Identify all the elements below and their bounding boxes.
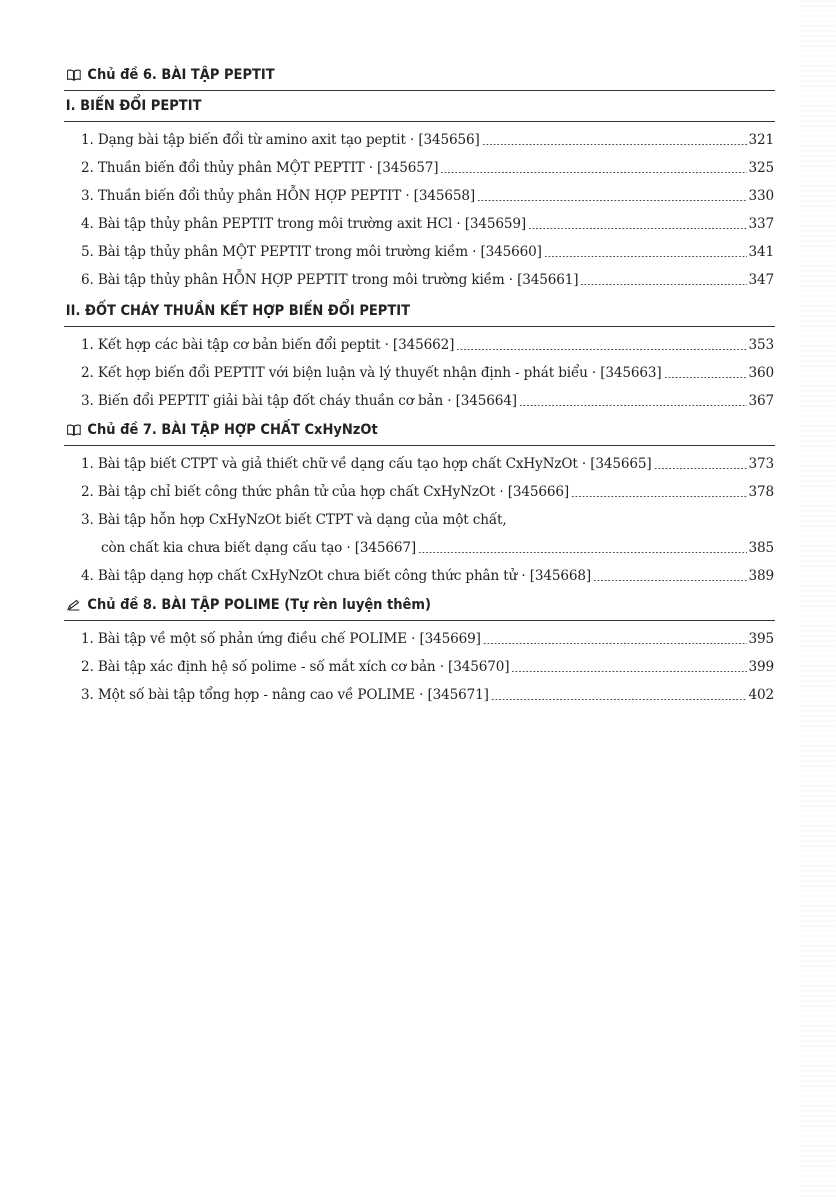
dot-leader — [654, 468, 747, 469]
topic-8-entries — [64, 621, 774, 711]
entry-page: 385 — [748, 540, 774, 556]
entry-label: 3. Biến đổi PEPTIT giải bài tập đốt cháy thuần cơ bản · [345664] — [81, 393, 517, 409]
topic-8-heading — [64, 594, 775, 621]
entry-page: 347 — [748, 272, 774, 288]
entry-label: 3. Một số bài tập tổng hợp - nâng cao về POLIME · [345671] — [81, 687, 489, 703]
dot-leader — [519, 405, 747, 406]
toc-entry[interactable] — [64, 359, 774, 387]
entry-label: 1. Dạng bài tập biến đổi từ amino axit tạo peptit · [345656] — [81, 132, 480, 148]
toc-entry[interactable] — [64, 653, 774, 681]
dot-leader — [593, 580, 746, 581]
book-icon — [66, 68, 82, 82]
page-edge-texture — [800, 0, 836, 1200]
toc-entry[interactable] — [64, 478, 774, 506]
entry-page: 353 — [748, 337, 774, 353]
entry-label: 1. Kết hợp các bài tập cơ bản biến đổi peptit · [345662] — [81, 337, 455, 353]
dot-leader — [483, 643, 747, 644]
entry-page: 378 — [748, 484, 774, 500]
entry-label: 2. Bài tập xác định hệ số polime - số mắt xích cơ bản · [345670] — [81, 659, 510, 675]
entry-page: 402 — [748, 687, 774, 703]
dot-leader — [511, 671, 746, 672]
entry-label: 3. Thuần biến đổi thủy phân HỖN HỢP PEPTIT · [345658] — [81, 188, 475, 204]
toc-entry[interactable] — [64, 154, 774, 182]
toc-entry[interactable] — [64, 331, 774, 359]
toc-entry[interactable] — [64, 238, 774, 266]
section-1-heading — [64, 95, 775, 122]
toc-entry-first-line[interactable] — [64, 506, 774, 534]
entry-label: 2. Thuần biến đổi thủy phân MỘT PEPTIT · [345657] — [81, 160, 439, 176]
dot-leader — [440, 172, 746, 173]
dot-leader — [528, 228, 746, 229]
entry-page: 389 — [748, 568, 774, 584]
topic-title: Chủ đề 7. BÀI TẬP HỢP CHẤT CxHyNzOt — [87, 422, 378, 438]
dot-leader — [544, 256, 747, 257]
entry-label: 1. Bài tập về một số phản ứng điều chế POLIME · [345669] — [81, 631, 481, 647]
section-title: I. BIẾN ĐỔI PEPTIT — [65, 98, 202, 114]
toc-entry[interactable] — [64, 182, 774, 210]
table-of-contents — [64, 62, 774, 711]
entry-label: 4. Bài tập dạng hợp chất CxHyNzOt chưa biết công thức phân tử · [345668] — [81, 568, 592, 584]
topic-6-heading — [64, 64, 775, 91]
entry-page: 330 — [748, 188, 774, 204]
topic-title: Chủ đề 8. BÀI TẬP POLIME (Tự rèn luyện thêm) — [87, 597, 431, 613]
entry-page: 321 — [748, 132, 774, 148]
pen-icon — [66, 598, 82, 612]
entry-page: 360 — [748, 365, 774, 381]
toc-entry[interactable] — [64, 450, 774, 478]
entry-label: 5. Bài tập thủy phân MỘT PEPTIT trong môi trường kiềm · [345660] — [81, 244, 542, 260]
entry-label: 2. Bài tập chỉ biết công thức phân tử của hợp chất CxHyNzOt · [345666] — [81, 484, 570, 500]
toc-entry[interactable] — [64, 210, 774, 238]
entry-page: 399 — [748, 659, 774, 675]
topic-7-entries — [64, 446, 774, 592]
dot-leader — [418, 552, 746, 553]
toc-entry[interactable] — [64, 562, 774, 590]
toc-entry-continuation[interactable] — [64, 534, 774, 562]
toc-entry[interactable] — [64, 625, 774, 653]
section-title: II. ĐỐT CHÁY THUẦN KẾT HỢP BIẾN ĐỔI PEPTIT — [65, 303, 411, 319]
entry-page: 337 — [748, 216, 774, 232]
dot-leader — [664, 377, 747, 378]
book-icon — [66, 423, 82, 437]
toc-entry[interactable] — [64, 681, 774, 709]
entry-page: 367 — [748, 393, 774, 409]
entry-page: 395 — [748, 631, 774, 647]
dot-leader — [571, 496, 746, 497]
entry-page: 341 — [748, 244, 774, 260]
dot-leader — [477, 200, 747, 201]
entry-label: 2. Kết hợp biến đổi PEPTIT với biện luận và lý thuyết nhận định - phát biểu · [345663] — [81, 365, 662, 381]
entry-label: 4. Bài tập thủy phân PEPTIT trong môi trường axit HCl · [345659] — [81, 216, 527, 232]
entry-label-continuation: còn chất kia chưa biết dạng cấu tạo · [345667] — [101, 540, 417, 556]
toc-entry[interactable] — [64, 266, 774, 294]
section-1-entries — [64, 122, 774, 296]
toc-entry[interactable] — [64, 387, 774, 415]
entry-label: 6. Bài tập thủy phân HỖN HỢP PEPTIT trong môi trường kiềm · [345661] — [81, 272, 579, 288]
topic-title: Chủ đề 6. BÀI TẬP PEPTIT — [87, 67, 275, 83]
dot-leader — [456, 349, 746, 350]
section-2-heading — [64, 300, 775, 327]
topic-7-heading — [64, 419, 775, 446]
dot-leader — [491, 699, 747, 700]
toc-entry[interactable] — [64, 126, 774, 154]
entry-label: 1. Bài tập biết CTPT và giả thiết chữ về dạng cấu tạo hợp chất CxHyNzOt · [345665] — [81, 456, 652, 472]
entry-page: 373 — [748, 456, 774, 472]
entry-page: 325 — [748, 160, 774, 176]
section-2-entries — [64, 327, 774, 417]
dot-leader — [580, 284, 746, 285]
entry-label: 3. Bài tập hỗn hợp CxHyNzOt biết CTPT và dạng của một chất, — [81, 512, 507, 528]
dot-leader — [482, 144, 747, 145]
